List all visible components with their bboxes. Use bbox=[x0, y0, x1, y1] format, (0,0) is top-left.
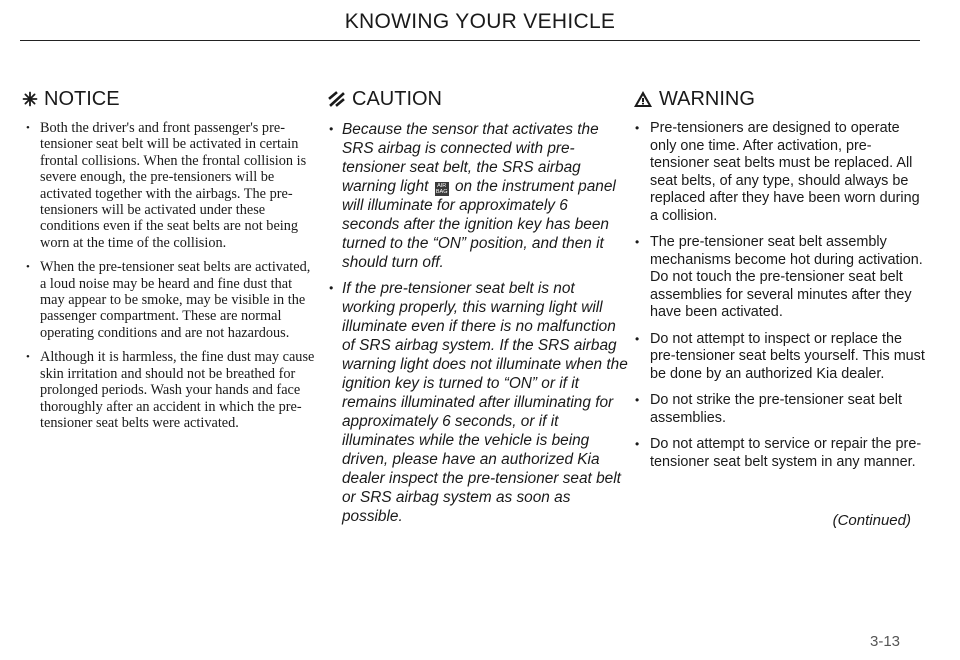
notice-item: • When the pre-tensioner seat belts are activated, a loud noise may be heard and fine dust that may appear to be smoke, may be visible in the passenger compartment. These are normal operating conditions and are not hazardous. bbox=[22, 259, 318, 341]
warning-heading bbox=[633, 86, 929, 112]
caution-item-text: Because the sensor that activates the SRS airbag is connected with pre-tensioner seat belt, the SRS airbag warning light bbox=[342, 121, 599, 195]
warning-section bbox=[633, 86, 929, 480]
warning-triangle-icon bbox=[633, 90, 653, 108]
caution-item-text: on the instrument panel will illuminate for approximately 6 seconds after the ignition key has been turned to the “ON” position, and then it should turn off. bbox=[342, 178, 616, 271]
caution-slash-icon bbox=[328, 91, 346, 107]
header-rule bbox=[20, 40, 920, 41]
notice-star-icon bbox=[22, 91, 38, 107]
continued-note: (Continued) bbox=[832, 512, 911, 529]
page-header: KNOWING YOUR VEHICLE bbox=[344, 10, 616, 33]
notice-list bbox=[22, 120, 318, 431]
warning-item: • The pre-tensioner seat belt assembly mechanisms become hot during activation. Do not touch the pre-tensioner seat belt assemblies for several minutes after they have been activated. bbox=[633, 234, 929, 322]
warning-item: • Do not strike the pre-tensioner seat belt assemblies. bbox=[633, 392, 929, 427]
warning-item: • Pre-tensioners are designed to operate only one time. After activation, pre-tensioner seat belts must be replaced. All seat belts, of any type, should always be replaced after they have been worn during a collision. bbox=[633, 120, 929, 225]
warning-item: • Do not attempt to service or repair the pre-tensioner seat belt system in any manner. bbox=[633, 436, 929, 471]
notice-heading bbox=[22, 86, 318, 112]
warning-item: • Do not attempt to inspect or replace the pre-tensioner seat belts yourself. This must be done by an authorized Kia dealer. bbox=[633, 331, 929, 384]
caution-item: • If the pre-tensioner seat belt is not working properly, this warning light will illuminate even if there is no malfunction of SRS airbag system. If the SRS airbag warning light does not illuminate when the ignition key is turned to “ON” or if it remains illuminated after illuminating for approximately 6 seconds, or if it illuminates while the vehicle is being driven, please have an authorized Kia dealer inspect the pre-tensioner seat belt or SRS airbag system as soon as possible. bbox=[328, 279, 628, 526]
caution-title: CAUTION bbox=[352, 87, 442, 110]
airbag-icon-top-text: AIR bbox=[437, 183, 447, 189]
notice-section bbox=[22, 86, 318, 439]
caution-heading bbox=[328, 86, 628, 112]
warning-title: WARNING bbox=[659, 87, 755, 110]
page-number: 3-13 bbox=[870, 633, 901, 650]
caution-section bbox=[328, 86, 628, 533]
warning-list bbox=[633, 120, 929, 471]
notice-item: • Although it is harmless, the fine dust may cause skin irritation and should not be breathed for prolonged periods. Wash your hands and face thoroughly after an accident in which the pre-tensioner seat belts were activated. bbox=[22, 349, 318, 431]
notice-item: • Both the driver's and front passenger's pre-tensioner seat belt will be activated in certain frontal collisions. When the frontal collision is severe enough, the pre-tensioners will be activated together with the airbags. The pre-tensioners will be activated under these conditions even if the seat belts are not being worn at the time of the collision. bbox=[22, 120, 318, 251]
caution-item bbox=[328, 120, 628, 272]
airbag-warning-icon bbox=[435, 182, 449, 196]
notice-title: NOTICE bbox=[44, 87, 120, 110]
caution-list bbox=[328, 120, 628, 526]
airbag-icon-bottom-text: BAG bbox=[435, 189, 448, 195]
